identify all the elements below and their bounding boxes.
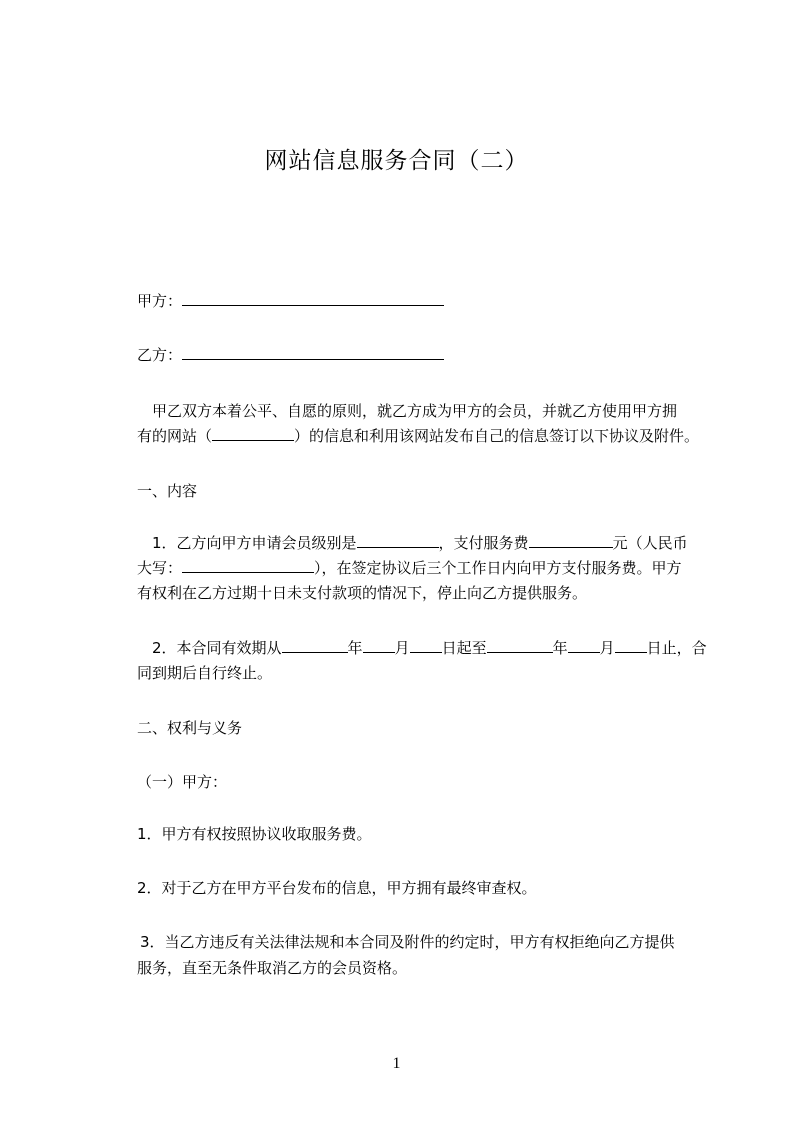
start-month-blank	[363, 638, 395, 653]
s1-item1-part3: 元（人民币	[612, 534, 688, 552]
s2-item1: 1．甲方有权按照协议收取服务费。	[137, 825, 372, 843]
s2-item2: 2．对于乙方在甲方平台发布的信息，甲方拥有最终审查权。	[137, 879, 537, 897]
party-a-line	[137, 291, 444, 311]
document-title: 网站信息服务合同（二）	[264, 148, 529, 174]
s1-item2-day-end: 日止，合	[646, 639, 707, 657]
s2-item3-line2: 服务，直至无条件取消乙方的会员资格。	[137, 959, 408, 977]
intro-line-1: 甲乙双方本着公平、自愿的原则，就乙方成为甲方的会员，并就乙方使用甲方拥	[152, 402, 678, 420]
party-a-blank	[182, 291, 444, 306]
party-b-blank	[182, 345, 444, 360]
start-year-blank	[282, 638, 348, 653]
section2-sub-heading: （一）甲方：	[137, 773, 228, 791]
s1-item1-line3: 有权利在乙方过期十日未支付款项的情况下，停止向乙方提供服务。	[137, 584, 588, 602]
s1-item2-year2: 年	[552, 639, 568, 657]
intro-line-2-after: ）的信息和利用该网站发布自己的信息签订以下协议及附件。	[294, 427, 700, 445]
end-day-blank	[615, 638, 647, 653]
section1-heading: 一、内容	[137, 482, 198, 500]
s1-item2-month2: 月	[599, 639, 615, 657]
intro-line-2-before: 有的网站（	[137, 427, 213, 445]
s1-item2-part1: 2．本合同有效期从	[152, 639, 282, 657]
s1-item2-line2: 同到期后自行终止。	[137, 664, 273, 682]
member-level-blank	[357, 533, 439, 548]
website-blank	[212, 426, 294, 441]
s1-item1-line2-before: 大写：	[137, 559, 183, 577]
page-number: 1	[392, 1055, 401, 1072]
party-a-label: 甲方：	[137, 292, 183, 310]
start-day-blank	[410, 638, 442, 653]
section2-heading: 二、权利与义务	[137, 719, 243, 737]
party-b-line	[137, 345, 444, 365]
s1-item2-line1	[152, 638, 707, 658]
s1-item1-line1	[152, 533, 688, 553]
s1-item2-year: 年	[347, 639, 363, 657]
s1-item1-part2: ，支付服务费	[438, 534, 529, 552]
s1-item2-day-to: 日起至	[441, 639, 487, 657]
s2-item3-line1: 3．当乙方违反有关法律法规和本合同及附件的约定时，甲方有权拒绝向乙方提供	[140, 933, 675, 951]
s1-item1-line2	[137, 558, 682, 578]
s1-item1-part1: 1．乙方向甲方申请会员级别是	[152, 534, 357, 552]
end-year-blank	[487, 638, 553, 653]
amount-in-words-blank	[182, 558, 314, 573]
fee-blank	[529, 533, 613, 548]
s1-item1-line2-after: ），在签定协议后三个工作日内向甲方支付服务费。甲方	[314, 559, 682, 577]
party-b-label: 乙方：	[137, 346, 183, 364]
end-month-blank	[568, 638, 600, 653]
s1-item2-month: 月	[394, 639, 410, 657]
intro-line-2	[137, 426, 699, 446]
